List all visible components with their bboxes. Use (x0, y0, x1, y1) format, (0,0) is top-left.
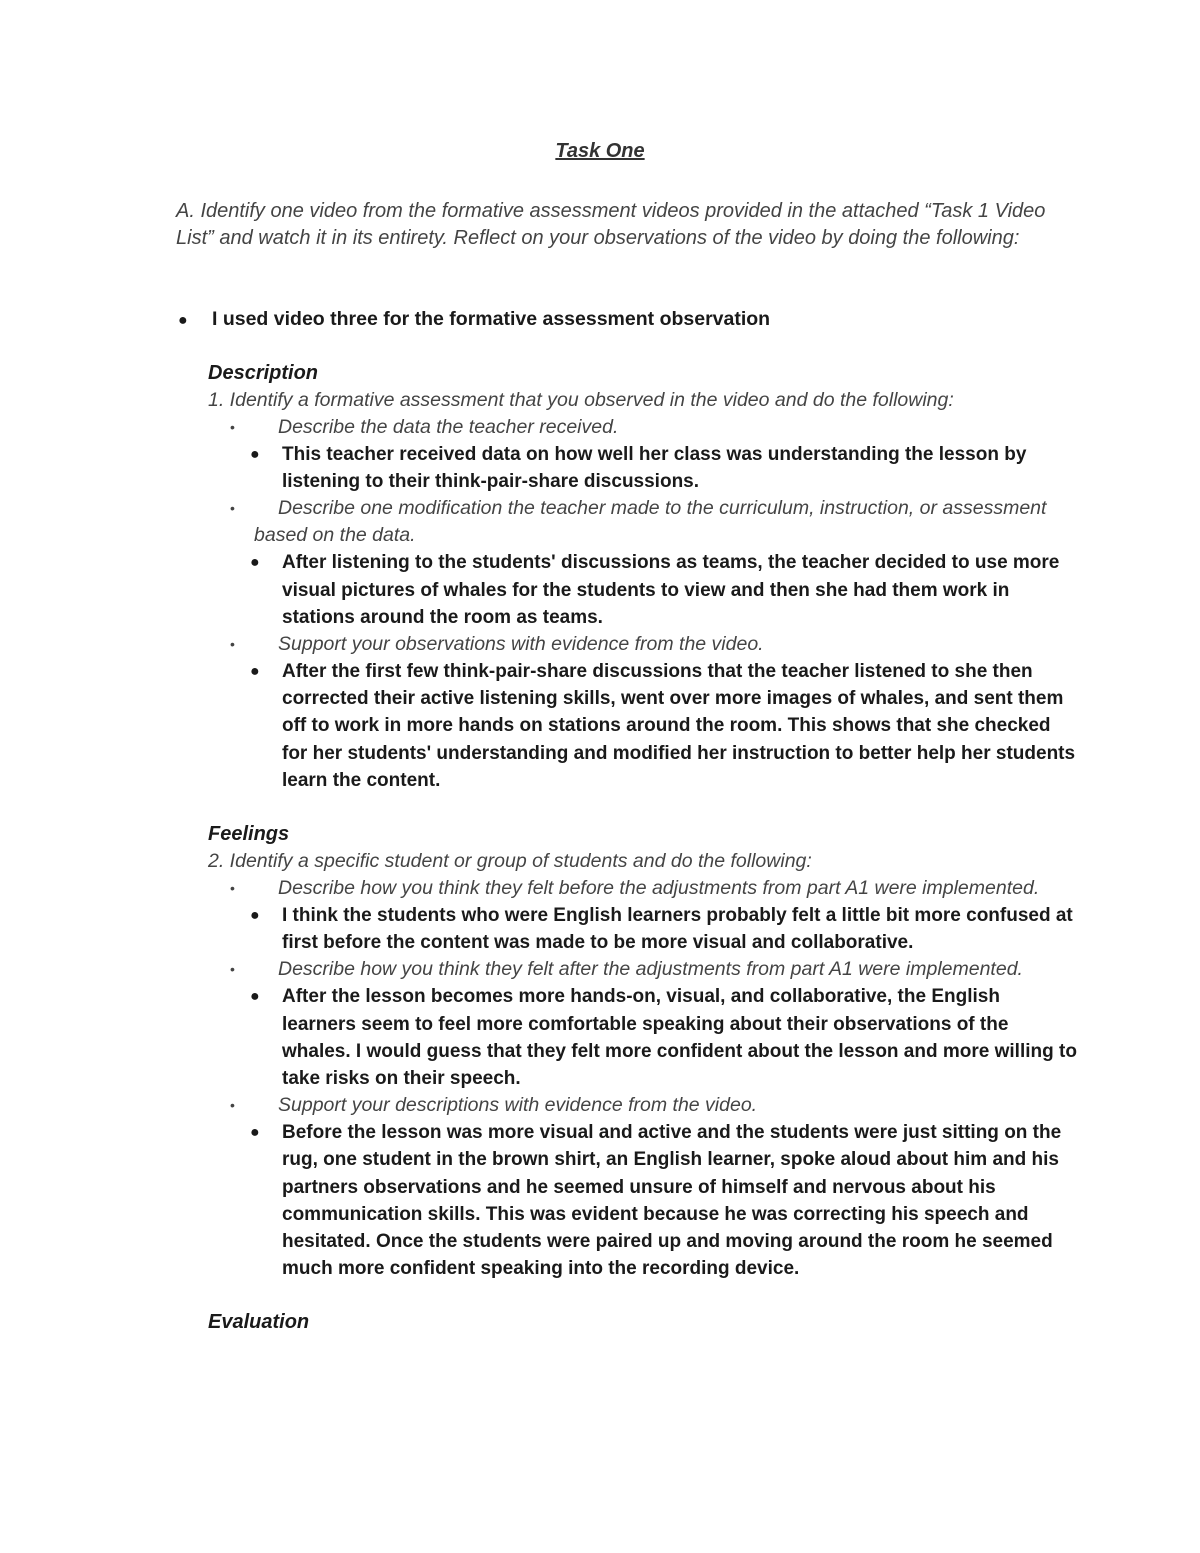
prompt-item (230, 875, 1078, 902)
sub-bullet-icon: • (230, 500, 235, 517)
bullet-icon: ● (250, 446, 260, 463)
section-heading-description: Description (208, 362, 319, 384)
answer-item (208, 441, 1078, 495)
answer-text: After the first few think-pair-share discussions that the teacher listened to she then corrected their active listening skills, went over more images of whales, and sent them off to work in more hands on stations around the room. This shows that she checked for her students' understanding and modified her instruction to better help her students learn the content. (282, 661, 1076, 791)
answer-item (208, 902, 1078, 956)
answer-text: After listening to the students' discussions as teams, the teacher decided to use more visual pictures of whales for the students to view and then she had them work in stations around the room as teams. (282, 552, 1060, 628)
prompt-item (230, 1092, 1078, 1119)
prompt-text: Support your descriptions with evidence from the video. (278, 1094, 758, 1117)
answer-item (208, 1119, 1078, 1282)
prompt-text: Support your observations with evidence from the video. (278, 633, 764, 656)
prompt-text: Describe how you think they felt before the adjustments from part A1 were implemented. (278, 877, 1040, 900)
prompt-text: Describe the data the teacher received. (278, 416, 619, 438)
question-2: 2. Identify a specific student or group of students and do the following: (208, 850, 812, 873)
sub-bullet-icon: • (230, 961, 235, 978)
answer-item (208, 549, 1078, 631)
section-heading-evaluation: Evaluation (208, 1311, 310, 1334)
sub-bullet-icon: • (230, 419, 235, 435)
answer-item (208, 983, 1078, 1092)
prompt-item (230, 956, 1078, 983)
document-title: Task One (555, 140, 645, 162)
prompt-text: Describe one modification the teacher made to the curriculum, instruction, or assessment based on the data. (254, 497, 1047, 547)
answer-text: Before the lesson was more visual and active and the students were just sitting on the rug, one student in the brown shirt, an English learner, spoke aloud about him and his partners observations and he seemed unsure of himself and nervous about his communication skills. This was evident because he was correcting his speech and hesitated. Once the students were paired up and moving around the room he seemed much more confident speaking into the recording device. (282, 1122, 1062, 1280)
video-choice-bullet (178, 306, 1038, 334)
prompt-text: Describe how you think they felt after the adjustments from part A1 were implemented. (278, 958, 1023, 981)
bullet-icon: ● (250, 907, 260, 925)
sub-bullet-icon: • (230, 880, 235, 897)
answer-text: After the lesson becomes more hands-on, visual, and collaborative, the English learners seem to feel more comfortable speaking about their observations of the whales. I would guess that they felt more confident about the lesson and more willing to take risks on their speech. (282, 986, 1077, 1090)
answer-text: I think the students who were English learners probably felt a little bit more confused at first before the content was made to be more visual and collaborative. (282, 905, 1073, 954)
prompt-item (230, 631, 1078, 658)
answer-text: This teacher received data on how well her class was understanding the lesson by listening to their think-pair-share discussions. (282, 444, 1027, 493)
section-heading-feelings: Feelings (208, 823, 290, 846)
bullet-icon: ● (250, 663, 260, 681)
bullet-icon: ● (178, 312, 188, 329)
sub-bullet-icon: • (230, 636, 235, 653)
task-intro: A. Identify one video from the formative assessment videos provided in the attached “Task 1 Video List” and watch it in its entirety. Reflect on your observations of the video by doing the following: (176, 200, 1046, 249)
video-choice-text: I used video three for the formative assessment observation (212, 308, 771, 330)
question-1: 1. Identify a formative assessment that you observed in the video and do the following: (208, 389, 954, 411)
bullet-icon: ● (250, 988, 260, 1006)
bullet-icon: ● (250, 1124, 260, 1142)
prompt-item (230, 414, 1078, 441)
sub-bullet-icon: • (230, 1097, 235, 1114)
document-body (208, 360, 1078, 1336)
prompt-item (230, 495, 1078, 549)
answer-item (208, 658, 1078, 794)
bullet-icon: ● (250, 554, 260, 572)
